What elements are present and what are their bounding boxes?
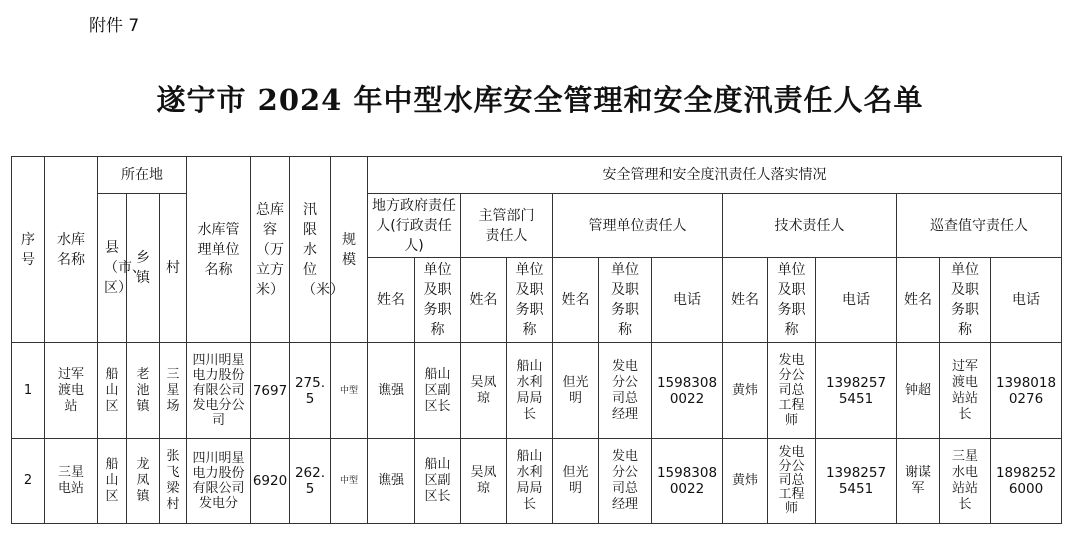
cell-scale: 中型 [331,439,368,524]
header-seq: 序号 [12,157,45,343]
cell-tech-position: 发电分公司总工程师 [768,343,816,439]
cell-tech-position: 发电分公司总工程师 [768,439,816,524]
cell-patrol-phone: 13980180276 [991,343,1062,439]
cell-tech-name: 黄炜 [723,439,768,524]
header-gov-name: 姓名 [368,258,415,343]
header-mgmt: 管理单位责任人 [553,194,723,258]
cell-patrol-phone: 18982526000 [991,439,1062,524]
header-capacity: 总库容（万立方米） [251,157,290,343]
cell-tech-phone: 13982575451 [816,343,897,439]
responsibility-table [11,156,1062,524]
cell-village: 三星场 [160,343,187,439]
header-local-gov: 地方政府责任人(行政责任人) [368,194,461,258]
cell-county: 船山区 [98,343,127,439]
cell-village: 张飞梁村 [160,439,187,524]
table-row [12,343,1062,439]
header-location: 所在地 [98,157,187,194]
header-mgmt-name: 姓名 [553,258,599,343]
cell-mgmt-phone: 15983080022 [652,343,723,439]
cell-town: 老池镇 [127,343,160,439]
document-title: 遂宁市 2024 年中型水库安全管理和安全度汛责任人名单 [156,83,924,117]
cell-tech-name: 黄炜 [723,343,768,439]
header-county: 县（市、区） [98,194,127,343]
cell-mgmt-position: 发电分公司总经理 [599,343,652,439]
cell-gov-position: 船山区副区长 [415,343,461,439]
header-tech-name: 姓名 [723,258,768,343]
cell-gov-name: 谯强 [368,343,415,439]
cell-dept-position: 船山水利局局长 [507,439,553,524]
header-responsibility: 安全管理和安全度汛责任人落实情况 [368,157,1062,194]
header-patrol: 巡查值守责任人 [897,194,1062,258]
cell-seq: 2 [12,439,45,524]
header-patrol-phone: 电话 [991,258,1062,343]
cell-mgmt-name: 但光明 [553,439,599,524]
header-mgmt-phone: 电话 [652,258,723,343]
header-tech-phone: 电话 [816,258,897,343]
cell-capacity: 7697 [251,343,290,439]
header-dept: 主管部门责任人 [461,194,553,258]
header-reservoir-name: 水库名称 [45,157,98,343]
header-scale: 规模 [331,157,368,343]
cell-mgmt-position: 发电分公司总经理 [599,439,652,524]
cell-dept-name: 吴凤琼 [461,439,507,524]
header-tech: 技术责任人 [723,194,897,258]
attachment-label: 附件 7 [89,16,140,36]
cell-mgmt-name: 但光明 [553,343,599,439]
cell-patrol-name: 钟超 [897,343,940,439]
header-flood-level: 汛限水位（米） [290,157,331,343]
cell-patrol-name: 谢谋军 [897,439,940,524]
header-dept-position: 单位及职务职称 [507,258,553,343]
cell-county: 船山区 [98,439,127,524]
header-patrol-name: 姓名 [897,258,940,343]
cell-town: 龙凤镇 [127,439,160,524]
header-mgmt-position: 单位及职务职称 [599,258,652,343]
cell-patrol-position: 三星水电站站长 [940,439,991,524]
cell-reservoir: 过军渡电站 [45,343,98,439]
cell-unit: 四川明星电力股份有限公司发电分 [187,439,251,524]
cell-dept-position: 船山水利局局长 [507,343,553,439]
cell-seq: 1 [12,343,45,439]
header-town: 乡镇 [127,194,160,343]
cell-dept-name: 吴凤琼 [461,343,507,439]
cell-patrol-position: 过军渡电站站长 [940,343,991,439]
cell-level: 275.5 [290,343,331,439]
header-patrol-position: 单位及职务职称 [940,258,991,343]
header-gov-position: 单位及职务职称 [415,258,461,343]
cell-tech-phone: 13982575451 [816,439,897,524]
table-row [12,439,1062,524]
cell-unit: 四川明星电力股份有限公司发电分公司 [187,343,251,439]
cell-scale: 中型 [331,343,368,439]
cell-level: 262.5 [290,439,331,524]
cell-reservoir: 三星电站 [45,439,98,524]
cell-capacity: 6920 [251,439,290,524]
header-tech-position: 单位及职务职称 [768,258,816,343]
header-dept-name: 姓名 [461,258,507,343]
cell-mgmt-phone: 15983080022 [652,439,723,524]
header-village: 村 [160,194,187,343]
cell-gov-position: 船山区副区长 [415,439,461,524]
header-management-unit: 水库管理单位名称 [187,157,251,343]
cell-gov-name: 谯强 [368,439,415,524]
